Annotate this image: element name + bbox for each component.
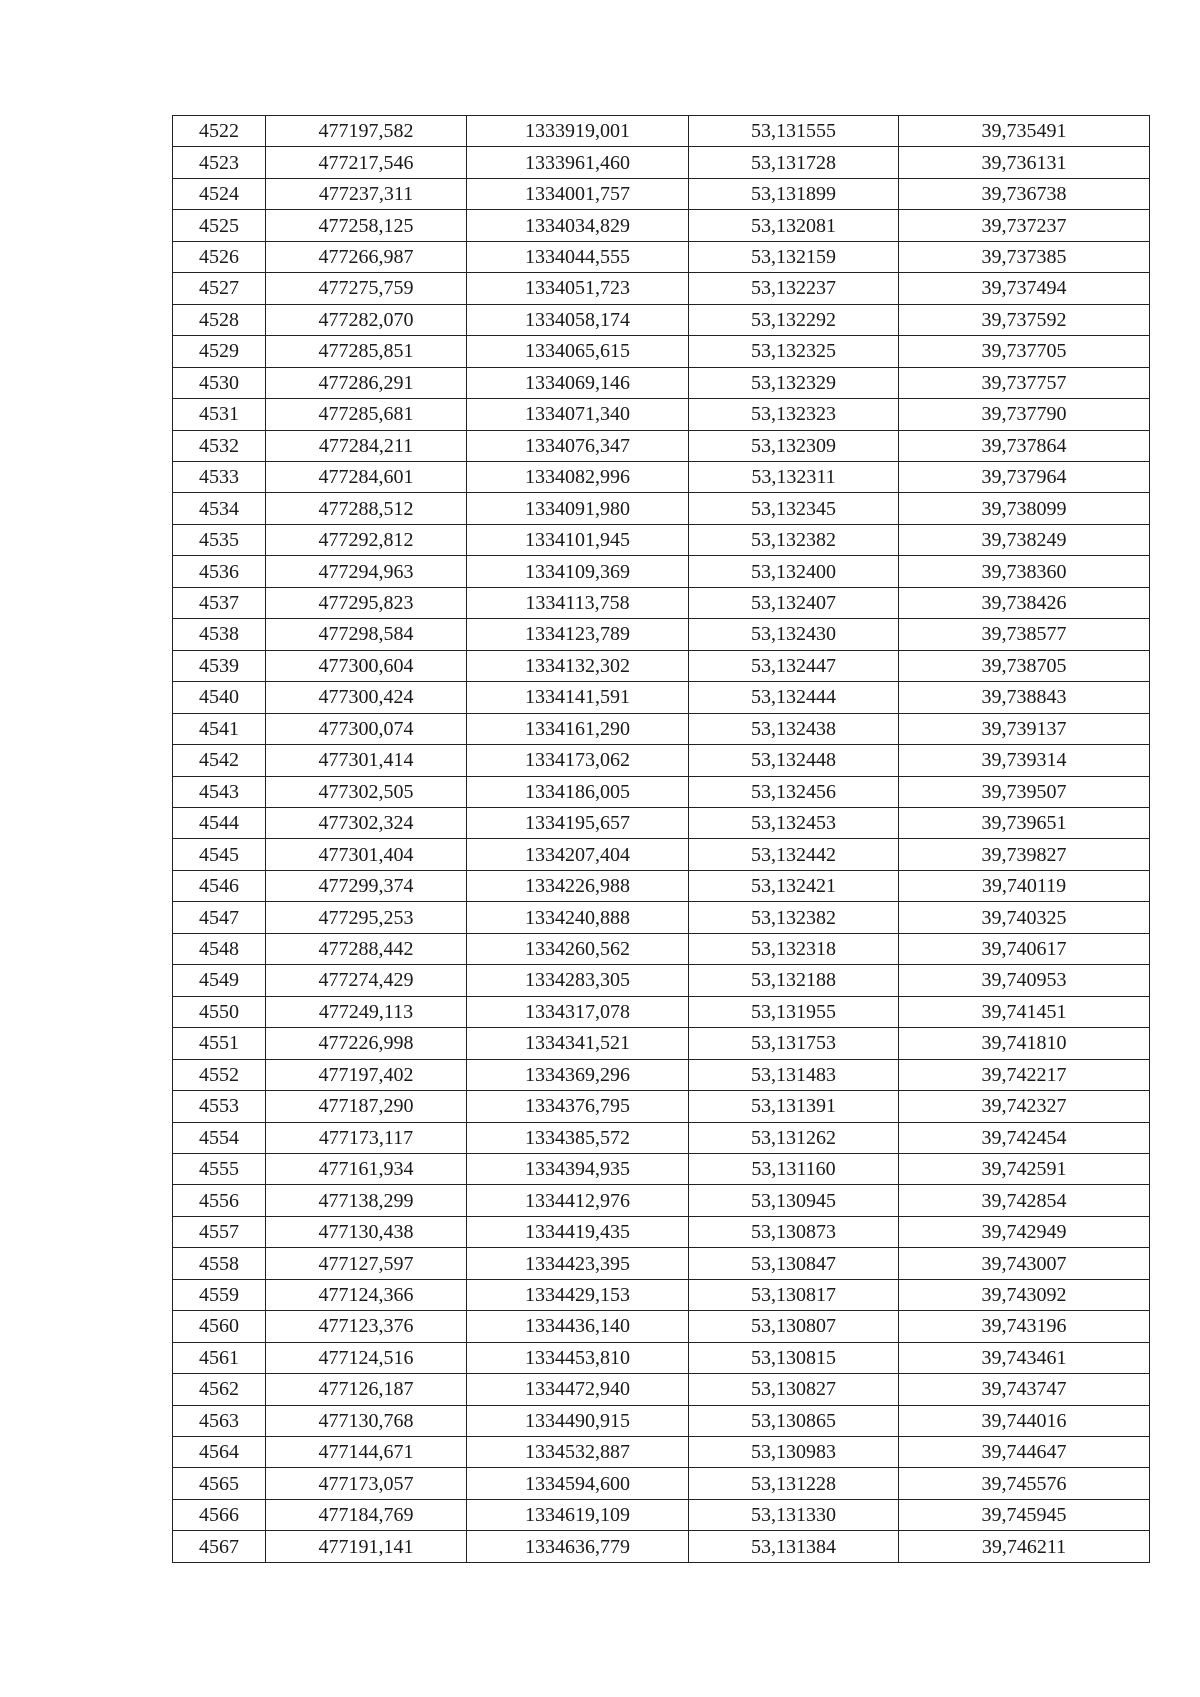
y-coordinate-cell: 1334065,615: [467, 336, 689, 367]
table-row: [173, 1028, 1150, 1059]
y-coordinate-cell: 1334341,521: [467, 1028, 689, 1059]
latitude-cell: 53,132309: [689, 430, 899, 461]
longitude-cell: 39,743747: [899, 1374, 1150, 1405]
latitude-cell: 53,131160: [689, 1153, 899, 1184]
x-coordinate-cell: 477123,376: [266, 1311, 467, 1342]
longitude-cell: 39,738843: [899, 682, 1150, 713]
x-coordinate-cell: 477127,597: [266, 1248, 467, 1279]
y-coordinate-cell: 1334412,976: [467, 1185, 689, 1216]
x-coordinate-cell: 477138,299: [266, 1185, 467, 1216]
latitude-cell: 53,131228: [689, 1468, 899, 1499]
longitude-cell: 39,739314: [899, 745, 1150, 776]
longitude-cell: 39,742217: [899, 1059, 1150, 1090]
x-coordinate-cell: 477266,987: [266, 241, 467, 272]
y-coordinate-cell: 1334082,996: [467, 461, 689, 492]
x-coordinate-cell: 477285,851: [266, 336, 467, 367]
latitude-cell: 53,132400: [689, 556, 899, 587]
latitude-cell: 53,131391: [689, 1091, 899, 1122]
longitude-cell: 39,739507: [899, 776, 1150, 807]
x-coordinate-cell: 477292,812: [266, 524, 467, 555]
longitude-cell: 39,737790: [899, 399, 1150, 430]
y-coordinate-cell: 1334369,296: [467, 1059, 689, 1090]
y-coordinate-cell: 1334173,062: [467, 745, 689, 776]
y-coordinate-cell: 1334069,146: [467, 367, 689, 398]
point-number-cell: 4546: [173, 870, 266, 901]
table-row: [173, 870, 1150, 901]
point-number-cell: 4567: [173, 1531, 266, 1562]
longitude-cell: 39,742854: [899, 1185, 1150, 1216]
latitude-cell: 53,130873: [689, 1216, 899, 1247]
y-coordinate-cell: 1334240,888: [467, 902, 689, 933]
table-row: [173, 1248, 1150, 1279]
point-number-cell: 4522: [173, 116, 266, 147]
table-row: [173, 1185, 1150, 1216]
x-coordinate-cell: 477294,963: [266, 556, 467, 587]
y-coordinate-cell: 1334385,572: [467, 1122, 689, 1153]
table-row: [173, 839, 1150, 870]
y-coordinate-cell: 1334091,980: [467, 493, 689, 524]
y-coordinate-cell: 1334317,078: [467, 996, 689, 1027]
point-number-cell: 4551: [173, 1028, 266, 1059]
longitude-cell: 39,737385: [899, 241, 1150, 272]
latitude-cell: 53,132444: [689, 682, 899, 713]
point-number-cell: 4559: [173, 1279, 266, 1310]
latitude-cell: 53,132237: [689, 273, 899, 304]
point-number-cell: 4527: [173, 273, 266, 304]
x-coordinate-cell: 477275,759: [266, 273, 467, 304]
x-coordinate-cell: 477144,671: [266, 1437, 467, 1468]
latitude-cell: 53,131262: [689, 1122, 899, 1153]
point-number-cell: 4530: [173, 367, 266, 398]
point-number-cell: 4558: [173, 1248, 266, 1279]
y-coordinate-cell: 1334423,395: [467, 1248, 689, 1279]
y-coordinate-cell: 1334394,935: [467, 1153, 689, 1184]
longitude-cell: 39,738577: [899, 619, 1150, 650]
x-coordinate-cell: 477249,113: [266, 996, 467, 1027]
latitude-cell: 53,131555: [689, 116, 899, 147]
table-row: [173, 619, 1150, 650]
y-coordinate-cell: 1334490,915: [467, 1405, 689, 1436]
y-coordinate-cell: 1334429,153: [467, 1279, 689, 1310]
latitude-cell: 53,132382: [689, 902, 899, 933]
table-row: [173, 367, 1150, 398]
table-row: [173, 241, 1150, 272]
table-row: [173, 399, 1150, 430]
x-coordinate-cell: 477300,424: [266, 682, 467, 713]
point-number-cell: 4566: [173, 1499, 266, 1530]
longitude-cell: 39,743196: [899, 1311, 1150, 1342]
y-coordinate-cell: 1334132,302: [467, 650, 689, 681]
longitude-cell: 39,735491: [899, 116, 1150, 147]
y-coordinate-cell: 1334472,940: [467, 1374, 689, 1405]
point-number-cell: 4552: [173, 1059, 266, 1090]
latitude-cell: 53,132453: [689, 807, 899, 838]
point-number-cell: 4560: [173, 1311, 266, 1342]
latitude-cell: 53,132382: [689, 524, 899, 555]
latitude-cell: 53,132430: [689, 619, 899, 650]
y-coordinate-cell: 1334161,290: [467, 713, 689, 744]
longitude-cell: 39,744016: [899, 1405, 1150, 1436]
point-number-cell: 4556: [173, 1185, 266, 1216]
longitude-cell: 39,742327: [899, 1091, 1150, 1122]
y-coordinate-cell: 1333919,001: [467, 116, 689, 147]
x-coordinate-cell: 477286,291: [266, 367, 467, 398]
point-number-cell: 4562: [173, 1374, 266, 1405]
x-coordinate-cell: 477274,429: [266, 965, 467, 996]
point-number-cell: 4526: [173, 241, 266, 272]
latitude-cell: 53,130807: [689, 1311, 899, 1342]
y-coordinate-cell: 1334376,795: [467, 1091, 689, 1122]
x-coordinate-cell: 477173,117: [266, 1122, 467, 1153]
latitude-cell: 53,132407: [689, 587, 899, 618]
y-coordinate-cell: 1334260,562: [467, 933, 689, 964]
longitude-cell: 39,739827: [899, 839, 1150, 870]
x-coordinate-cell: 477302,505: [266, 776, 467, 807]
x-coordinate-cell: 477258,125: [266, 210, 467, 241]
latitude-cell: 53,132447: [689, 650, 899, 681]
x-coordinate-cell: 477295,823: [266, 587, 467, 618]
latitude-cell: 53,132456: [689, 776, 899, 807]
longitude-cell: 39,737592: [899, 304, 1150, 335]
latitude-cell: 53,132329: [689, 367, 899, 398]
latitude-cell: 53,132323: [689, 399, 899, 430]
y-coordinate-cell: 1334195,657: [467, 807, 689, 838]
longitude-cell: 39,744647: [899, 1437, 1150, 1468]
y-coordinate-cell: 1334636,779: [467, 1531, 689, 1562]
x-coordinate-cell: 477298,584: [266, 619, 467, 650]
y-coordinate-cell: 1334453,810: [467, 1342, 689, 1373]
latitude-cell: 53,132442: [689, 839, 899, 870]
x-coordinate-cell: 477302,324: [266, 807, 467, 838]
x-coordinate-cell: 477295,253: [266, 902, 467, 933]
latitude-cell: 53,131753: [689, 1028, 899, 1059]
table-row: [173, 1374, 1150, 1405]
latitude-cell: 53,132311: [689, 461, 899, 492]
longitude-cell: 39,742949: [899, 1216, 1150, 1247]
point-number-cell: 4541: [173, 713, 266, 744]
latitude-cell: 53,131483: [689, 1059, 899, 1090]
table-row: [173, 1091, 1150, 1122]
longitude-cell: 39,737705: [899, 336, 1150, 367]
point-number-cell: 4555: [173, 1153, 266, 1184]
longitude-cell: 39,737964: [899, 461, 1150, 492]
y-coordinate-cell: 1333961,460: [467, 147, 689, 178]
x-coordinate-cell: 477217,546: [266, 147, 467, 178]
y-coordinate-cell: 1334594,600: [467, 1468, 689, 1499]
table-row: [173, 1342, 1150, 1373]
latitude-cell: 53,132448: [689, 745, 899, 776]
longitude-cell: 39,745945: [899, 1499, 1150, 1530]
point-number-cell: 4544: [173, 807, 266, 838]
x-coordinate-cell: 477197,402: [266, 1059, 467, 1090]
x-coordinate-cell: 477187,290: [266, 1091, 467, 1122]
longitude-cell: 39,739651: [899, 807, 1150, 838]
x-coordinate-cell: 477299,374: [266, 870, 467, 901]
point-number-cell: 4538: [173, 619, 266, 650]
longitude-cell: 39,741451: [899, 996, 1150, 1027]
table-row: [173, 147, 1150, 178]
y-coordinate-cell: 1334071,340: [467, 399, 689, 430]
y-coordinate-cell: 1334109,369: [467, 556, 689, 587]
point-number-cell: 4537: [173, 587, 266, 618]
x-coordinate-cell: 477237,311: [266, 178, 467, 209]
latitude-cell: 53,132292: [689, 304, 899, 335]
table-row: [173, 933, 1150, 964]
table-row: [173, 1405, 1150, 1436]
table-row: [173, 556, 1150, 587]
point-number-cell: 4540: [173, 682, 266, 713]
table-row: [173, 1059, 1150, 1090]
x-coordinate-cell: 477301,404: [266, 839, 467, 870]
y-coordinate-cell: 1334619,109: [467, 1499, 689, 1530]
point-number-cell: 4535: [173, 524, 266, 555]
y-coordinate-cell: 1334044,555: [467, 241, 689, 272]
table-row: [173, 116, 1150, 147]
point-number-cell: 4532: [173, 430, 266, 461]
longitude-cell: 39,738426: [899, 587, 1150, 618]
table-row: [173, 807, 1150, 838]
table-row: [173, 1468, 1150, 1499]
point-number-cell: 4528: [173, 304, 266, 335]
y-coordinate-cell: 1334123,789: [467, 619, 689, 650]
point-number-cell: 4529: [173, 336, 266, 367]
longitude-cell: 39,740953: [899, 965, 1150, 996]
longitude-cell: 39,740119: [899, 870, 1150, 901]
table-row: [173, 430, 1150, 461]
longitude-cell: 39,745576: [899, 1468, 1150, 1499]
longitude-cell: 39,739137: [899, 713, 1150, 744]
longitude-cell: 39,737864: [899, 430, 1150, 461]
x-coordinate-cell: 477226,998: [266, 1028, 467, 1059]
x-coordinate-cell: 477301,414: [266, 745, 467, 776]
point-number-cell: 4524: [173, 178, 266, 209]
point-number-cell: 4565: [173, 1468, 266, 1499]
table-row: [173, 1279, 1150, 1310]
latitude-cell: 53,130865: [689, 1405, 899, 1436]
y-coordinate-cell: 1334051,723: [467, 273, 689, 304]
table-row: [173, 461, 1150, 492]
point-number-cell: 4563: [173, 1405, 266, 1436]
x-coordinate-cell: 477130,768: [266, 1405, 467, 1436]
latitude-cell: 53,130827: [689, 1374, 899, 1405]
point-number-cell: 4531: [173, 399, 266, 430]
point-number-cell: 4523: [173, 147, 266, 178]
x-coordinate-cell: 477288,512: [266, 493, 467, 524]
y-coordinate-cell: 1334001,757: [467, 178, 689, 209]
point-number-cell: 4525: [173, 210, 266, 241]
y-coordinate-cell: 1334532,887: [467, 1437, 689, 1468]
latitude-cell: 53,132188: [689, 965, 899, 996]
latitude-cell: 53,130817: [689, 1279, 899, 1310]
table-row: [173, 587, 1150, 618]
point-number-cell: 4534: [173, 493, 266, 524]
latitude-cell: 53,132325: [689, 336, 899, 367]
y-coordinate-cell: 1334207,404: [467, 839, 689, 870]
longitude-cell: 39,743461: [899, 1342, 1150, 1373]
y-coordinate-cell: 1334283,305: [467, 965, 689, 996]
latitude-cell: 53,130983: [689, 1437, 899, 1468]
point-number-cell: 4549: [173, 965, 266, 996]
y-coordinate-cell: 1334058,174: [467, 304, 689, 335]
latitude-cell: 53,132345: [689, 493, 899, 524]
longitude-cell: 39,743092: [899, 1279, 1150, 1310]
x-coordinate-cell: 477161,934: [266, 1153, 467, 1184]
longitude-cell: 39,742591: [899, 1153, 1150, 1184]
coordinates-table: [172, 115, 1150, 1563]
table-row: [173, 682, 1150, 713]
point-number-cell: 4542: [173, 745, 266, 776]
longitude-cell: 39,742454: [899, 1122, 1150, 1153]
table-row: [173, 336, 1150, 367]
x-coordinate-cell: 477284,601: [266, 461, 467, 492]
table-row: [173, 965, 1150, 996]
point-number-cell: 4548: [173, 933, 266, 964]
latitude-cell: 53,131384: [689, 1531, 899, 1562]
table-row: [173, 273, 1150, 304]
x-coordinate-cell: 477126,187: [266, 1374, 467, 1405]
y-coordinate-cell: 1334186,005: [467, 776, 689, 807]
longitude-cell: 39,737237: [899, 210, 1150, 241]
x-coordinate-cell: 477282,070: [266, 304, 467, 335]
table-row: [173, 1531, 1150, 1562]
table-row: [173, 650, 1150, 681]
latitude-cell: 53,132438: [689, 713, 899, 744]
point-number-cell: 4550: [173, 996, 266, 1027]
table-row: [173, 1437, 1150, 1468]
coordinates-table-body: [173, 116, 1150, 1563]
table-row: [173, 776, 1150, 807]
x-coordinate-cell: 477124,516: [266, 1342, 467, 1373]
y-coordinate-cell: 1334034,829: [467, 210, 689, 241]
point-number-cell: 4561: [173, 1342, 266, 1373]
y-coordinate-cell: 1334076,347: [467, 430, 689, 461]
table-row: [173, 713, 1150, 744]
longitude-cell: 39,740325: [899, 902, 1150, 933]
latitude-cell: 53,131955: [689, 996, 899, 1027]
latitude-cell: 53,132421: [689, 870, 899, 901]
longitude-cell: 39,736738: [899, 178, 1150, 209]
x-coordinate-cell: 477130,438: [266, 1216, 467, 1247]
longitude-cell: 39,736131: [899, 147, 1150, 178]
table-row: [173, 1311, 1150, 1342]
y-coordinate-cell: 1334436,140: [467, 1311, 689, 1342]
x-coordinate-cell: 477285,681: [266, 399, 467, 430]
x-coordinate-cell: 477191,141: [266, 1531, 467, 1562]
longitude-cell: 39,746211: [899, 1531, 1150, 1562]
table-row: [173, 304, 1150, 335]
x-coordinate-cell: 477300,074: [266, 713, 467, 744]
point-number-cell: 4539: [173, 650, 266, 681]
longitude-cell: 39,738249: [899, 524, 1150, 555]
longitude-cell: 39,737757: [899, 367, 1150, 398]
longitude-cell: 39,743007: [899, 1248, 1150, 1279]
table-row: [173, 902, 1150, 933]
point-number-cell: 4564: [173, 1437, 266, 1468]
longitude-cell: 39,740617: [899, 933, 1150, 964]
x-coordinate-cell: 477173,057: [266, 1468, 467, 1499]
point-number-cell: 4536: [173, 556, 266, 587]
y-coordinate-cell: 1334226,988: [467, 870, 689, 901]
x-coordinate-cell: 477197,582: [266, 116, 467, 147]
table-row: [173, 996, 1150, 1027]
table-row: [173, 1122, 1150, 1153]
table-row: [173, 745, 1150, 776]
table-row: [173, 493, 1150, 524]
point-number-cell: 4547: [173, 902, 266, 933]
x-coordinate-cell: 477288,442: [266, 933, 467, 964]
longitude-cell: 39,738705: [899, 650, 1150, 681]
y-coordinate-cell: 1334113,758: [467, 587, 689, 618]
point-number-cell: 4554: [173, 1122, 266, 1153]
latitude-cell: 53,130945: [689, 1185, 899, 1216]
longitude-cell: 39,741810: [899, 1028, 1150, 1059]
latitude-cell: 53,131330: [689, 1499, 899, 1530]
latitude-cell: 53,132318: [689, 933, 899, 964]
x-coordinate-cell: 477184,769: [266, 1499, 467, 1530]
x-coordinate-cell: 477124,366: [266, 1279, 467, 1310]
x-coordinate-cell: 477284,211: [266, 430, 467, 461]
table-row: [173, 1216, 1150, 1247]
latitude-cell: 53,132159: [689, 241, 899, 272]
latitude-cell: 53,130847: [689, 1248, 899, 1279]
point-number-cell: 4543: [173, 776, 266, 807]
table-row: [173, 210, 1150, 241]
table-row: [173, 1499, 1150, 1530]
point-number-cell: 4545: [173, 839, 266, 870]
latitude-cell: 53,132081: [689, 210, 899, 241]
y-coordinate-cell: 1334101,945: [467, 524, 689, 555]
y-coordinate-cell: 1334141,591: [467, 682, 689, 713]
latitude-cell: 53,131899: [689, 178, 899, 209]
table-row: [173, 178, 1150, 209]
table-row: [173, 1153, 1150, 1184]
longitude-cell: 39,738099: [899, 493, 1150, 524]
table-row: [173, 524, 1150, 555]
point-number-cell: 4557: [173, 1216, 266, 1247]
latitude-cell: 53,131728: [689, 147, 899, 178]
point-number-cell: 4533: [173, 461, 266, 492]
x-coordinate-cell: 477300,604: [266, 650, 467, 681]
latitude-cell: 53,130815: [689, 1342, 899, 1373]
y-coordinate-cell: 1334419,435: [467, 1216, 689, 1247]
longitude-cell: 39,738360: [899, 556, 1150, 587]
point-number-cell: 4553: [173, 1091, 266, 1122]
longitude-cell: 39,737494: [899, 273, 1150, 304]
